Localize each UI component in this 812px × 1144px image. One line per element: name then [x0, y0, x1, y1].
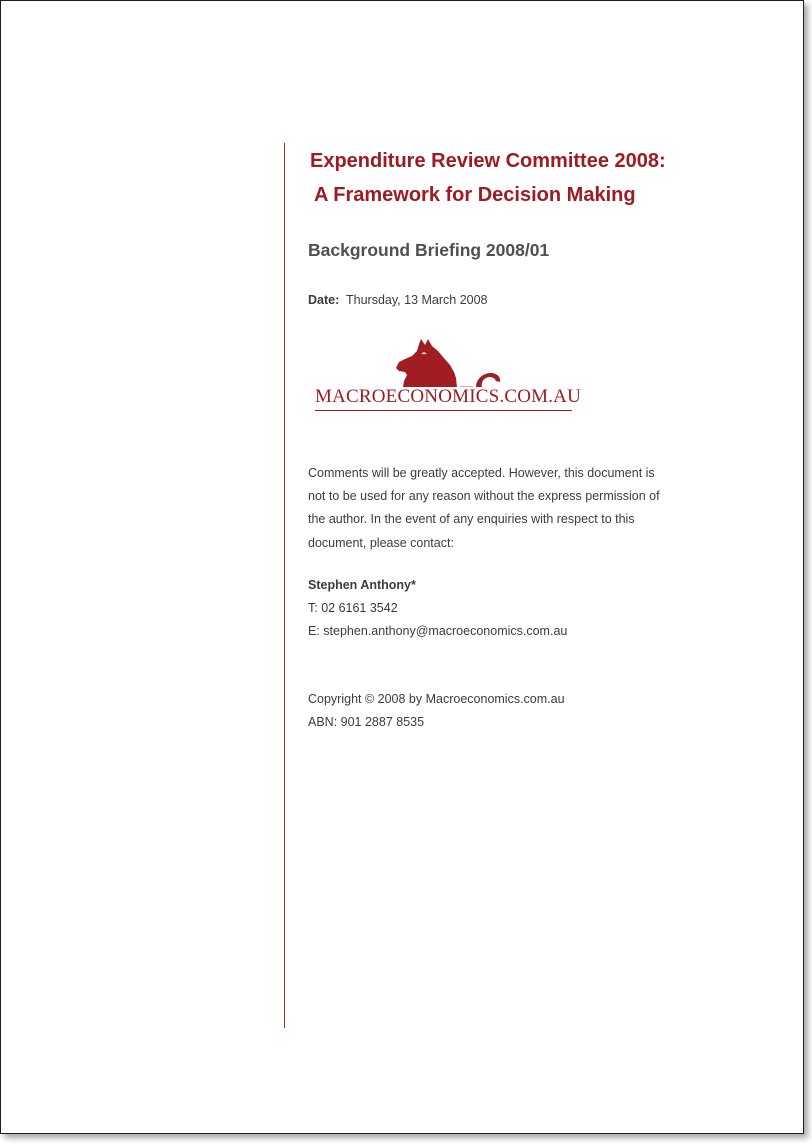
date-label: Date:: [308, 293, 340, 307]
vertical-rule: [284, 143, 285, 1028]
title-line-2: A Framework for Decision Making: [314, 184, 636, 206]
intro-line: Comments will be greatly accepted. However, this document is: [308, 466, 655, 480]
contact-email[interactable]: E: stephen.anthony@macroeconomics.com.au: [308, 624, 568, 638]
document-subtitle: Background Briefing 2008/01: [308, 240, 550, 260]
copyright-text: Copyright © 2008 by Macroeconomics.com.au: [308, 692, 565, 706]
copyright-block: [308, 688, 565, 734]
dog-logo-icon: [313, 335, 577, 387]
contact-phone: T: 02 6161 3542: [308, 601, 398, 615]
document-title: [310, 144, 750, 212]
title-line-1: Expenditure Review Committee 2008:: [310, 150, 666, 172]
date-value: Thursday, 13 March 2008: [346, 293, 488, 307]
date-line: [308, 291, 488, 309]
abn-text: ABN: 901 2887 8535: [308, 715, 425, 729]
intro-line: document, please contact:: [308, 535, 454, 550]
contact-block: [308, 574, 567, 643]
logo-text: MACROECONOMICS.COM.AU: [315, 386, 582, 407]
contact-name: Stephen Anthony*: [308, 578, 416, 592]
intro-line: the author. In the event of any enquiries with respect to this: [308, 512, 635, 527]
intro-paragraph: [308, 462, 698, 555]
macroeconomics-logo: [313, 335, 582, 415]
logo-underline: [315, 410, 572, 411]
intro-line: not to be used for any reason without the express permission of: [308, 489, 660, 504]
